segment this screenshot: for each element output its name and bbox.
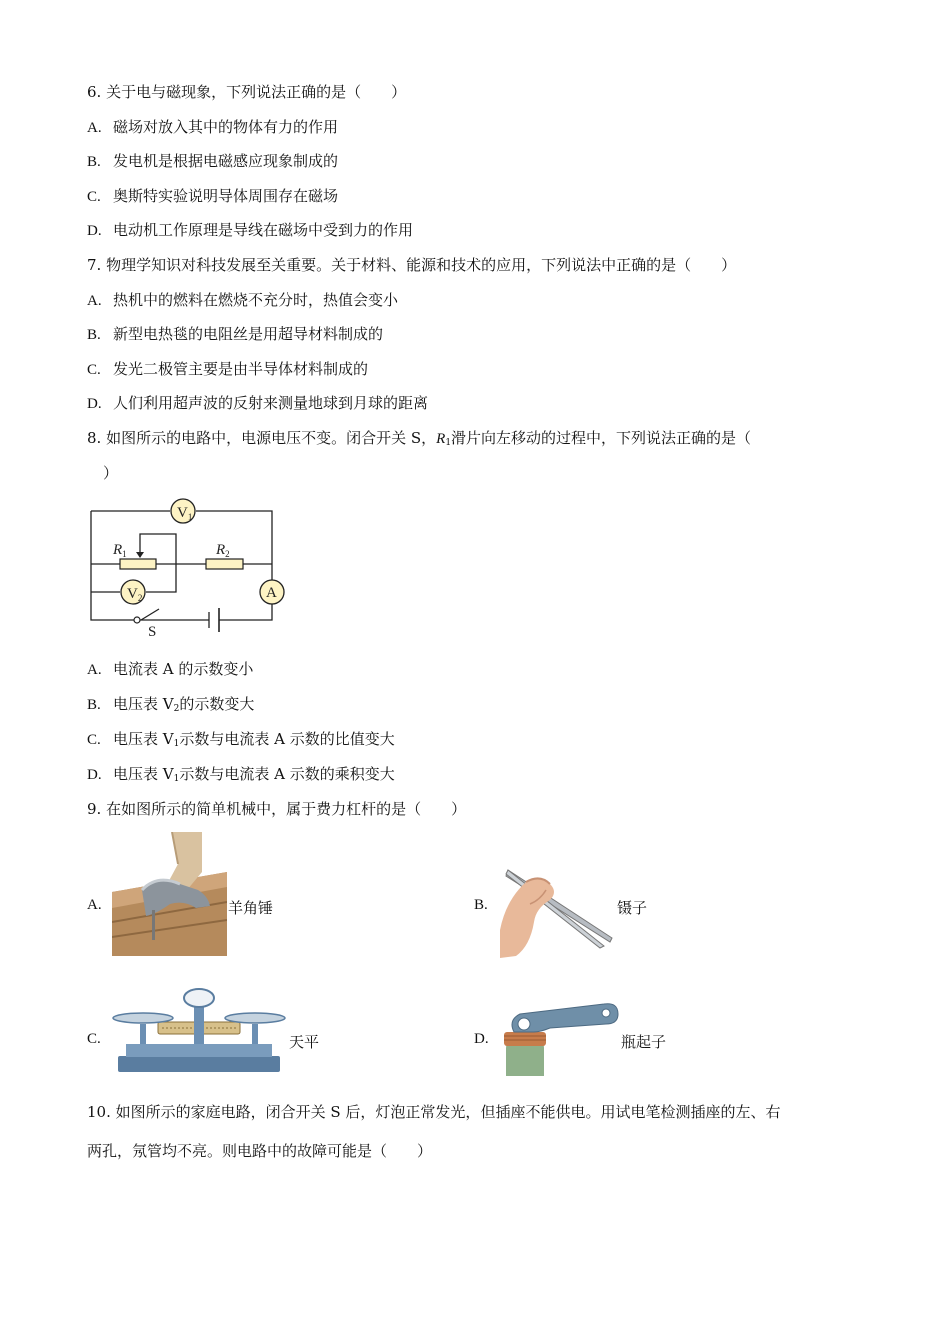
q6-option-a: A. 磁场对放入其中的物体有力的作用 xyxy=(87,118,339,136)
r2-resistor xyxy=(206,559,243,569)
q9-option-c-letter: C. xyxy=(87,1031,101,1047)
balance-scale-image xyxy=(110,988,288,1076)
bottle-opener-image xyxy=(500,1002,622,1076)
claw-hammer-image xyxy=(112,832,227,956)
q9-option-a-letter: A. xyxy=(87,897,102,913)
q9-stem: 9. 在如图所示的简单机械中，属于费力杠杆的是（ ） xyxy=(87,800,467,818)
q8-option-b: B. 电压表 $V_2$的示数变大 xyxy=(87,695,255,714)
q7-option-a: A. 热机中的燃料在燃烧不充分时，热值会变小 xyxy=(87,291,399,309)
svg-text:V2: $V_2$ xyxy=(127,586,143,603)
q7-stem: 7. 物理学知识对科技发展至关重要。关于材料、能源和技术的应用，下列说法中正确的是（ ） xyxy=(87,256,737,274)
q6-option-b: B. 发电机是根据电磁感应现象制成的 xyxy=(87,152,339,170)
r1-resistor xyxy=(120,559,156,569)
q6-stem: 6. 关于电与磁现象，下列说法正确的是（ ） xyxy=(87,83,407,101)
q8-circuit-diagram xyxy=(86,496,290,636)
q8-option-c: C. 电压表 $V_1$示数与电流表 A 示数的比值变大 xyxy=(87,730,395,749)
q8-stem: 8. 如图所示的电路中，电源电压不变。闭合开关 S，$R_1$滑片向左移动的过程中，下列说法正确的是（ xyxy=(87,429,752,448)
q9-option-c-label: 天平 xyxy=(289,1033,320,1051)
q9-option-b-label: 镊子 xyxy=(617,899,648,917)
q7-option-b: B. 新型电热毯的电阻丝是用超导材料制成的 xyxy=(87,325,384,343)
q9-option-b-letter: B. xyxy=(474,897,488,913)
q6-option-c: C. 奥斯特实验说明导体周围存在磁场 xyxy=(87,187,339,205)
q6-option-d: D. 电动机工作原理是导线在磁场中受到力的作用 xyxy=(87,221,414,239)
q8-stem-cont: ） xyxy=(103,464,119,482)
svg-text:S: S xyxy=(148,624,157,636)
svg-text:R2: $R_2$ xyxy=(216,542,230,559)
q8-option-d: D. 电压表 $V_1$示数与电流表 A 示数的乘积变大 xyxy=(87,765,395,784)
q8-option-a: A. 电流表 A 的示数变小 xyxy=(87,660,254,678)
q7-option-d: D. 人们利用超声波的反射来测量地球到月球的距离 xyxy=(87,394,429,412)
q10-stem-line2: 两孔，氖管均不亮。则电路中的故障可能是（ ） xyxy=(87,1142,433,1160)
q7-option-c: C. 发光二极管主要是由半导体材料制成的 xyxy=(87,360,369,378)
svg-text:A: A xyxy=(266,585,277,601)
q10-stem-line1: 10. 如图所示的家庭电路，闭合开关 S 后，灯泡正常发光，但插座不能供电。用试电笔检测插座的左、右 xyxy=(87,1103,781,1121)
q9-option-d-label: 瓶起子 xyxy=(621,1033,667,1051)
tweezers-image xyxy=(500,860,618,958)
svg-text:V1: $V_1$ xyxy=(177,505,193,522)
svg-text:R1: $R_1$ xyxy=(113,542,127,559)
q9-option-d-letter: D. xyxy=(474,1031,489,1047)
q9-option-a-label: 羊角锤 xyxy=(228,899,274,917)
